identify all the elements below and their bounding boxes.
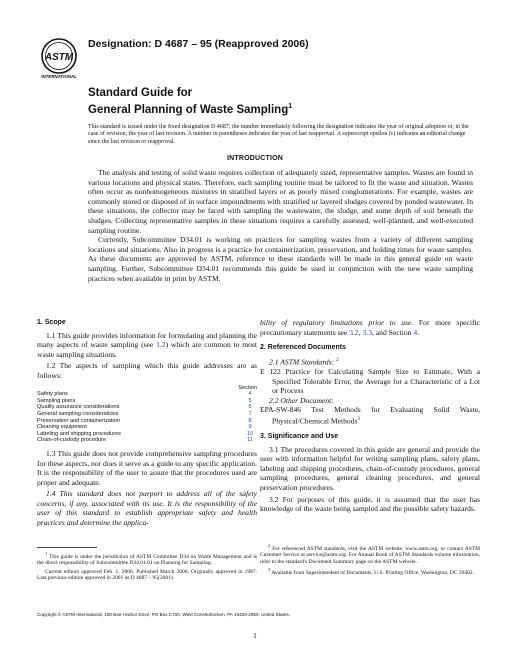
footnote-1-edition: Current edition approved Feb. 1, 2006. Published March 2006. Originally approved in 1987. Last previous edition approved in 2001 as D 4687 – 95(2001). xyxy=(37,568,257,582)
footnote-1: $^1$ This guide is under the jurisdiction of ASTM Committee D34 on Waste Management and is the direct responsibility of Subcommittee D34.01.01 on Planning for Sampling. xyxy=(37,551,257,567)
footnotes-left xyxy=(37,547,257,584)
reference-epa: EPA-SW-846 Test Methods for Evaluating Solid Waste, Physical/Chemical Methods$^3$ xyxy=(260,405,480,426)
page-number: 1 xyxy=(253,631,257,640)
paragraph-3-2: 3.2 For purposes of this guide, it is assumed that the user has knowledge of the waste being sampled and the possible safety hazards. xyxy=(260,494,480,514)
toc-row: Labeling and shipping procedures 10 xyxy=(37,431,257,438)
toc-row: Chain-of-custody procedure 11 xyxy=(37,437,257,444)
footnotes-right xyxy=(260,543,480,579)
svg-text:INTERNATIONAL: INTERNATIONAL xyxy=(41,74,77,79)
section-heading-scope: 1. Scope xyxy=(37,319,66,326)
section-link[interactable]: 10 xyxy=(246,430,254,437)
reference-e122: E 122 Practice for Calculating Sample Size to Estimate, With a Specified Tolerable Error, the Average for a Characteristic of a Lot or Process xyxy=(260,366,480,396)
section-column-header: Section xyxy=(238,384,257,391)
other-document-label: 2.2 Other Document: xyxy=(269,395,334,405)
section-heading-referenced-documents: 2. Referenced Documents xyxy=(260,344,346,352)
toc-row: Safety plans 4 xyxy=(37,391,257,398)
paragraph-1-4: 1.4 This standard does not purport to address all of the safety concerns, if any, associated with its use. It is the responsibility of the user of this standard to establish appropriate safety and health practices and determine the applica- xyxy=(37,489,257,528)
section-link[interactable]: 7 xyxy=(248,410,252,417)
section-link[interactable]: 3.3 xyxy=(362,327,372,337)
toc-row: Preservation and containerization 8 xyxy=(37,418,257,425)
title-prefix: Standard Guide for xyxy=(88,87,193,99)
section-link[interactable]: 11 xyxy=(247,437,253,444)
introduction-paragraph: The analysis and testing of solid waste requires collection of adequately sized, representative samples. Wastes are found in various locations and physical states. Therefore, each sampling routine must be tailored to fit the waste and situation. Wastes often occur as nonhomogeneous mixtures in stratified layers or as poorly mixed conglomerations. For example, wastes are commonly stored or disposed of in surface impoundments with stratified or layered sludges covered by ponded wastewater. In these situations, the collector may be faced with sampling the wastewater, the sludge, and some depth of soil beneath the sludges. Collecting representative samples in these situations requires a carefully assessed, well-planned, and well-executed sampling routine. xyxy=(88,168,473,235)
astm-standards-label: 2.1 ASTM Standards: $^2$ xyxy=(269,357,339,367)
left-column xyxy=(37,318,257,530)
footnote-divider xyxy=(37,547,97,548)
footnote-3: $^3$ Available from Superintendent of Documents, U.S. Printing Office, Washington, DC 20402. xyxy=(268,567,475,577)
paragraph-1-1: 1.1 This guide provides information for formulating and planning the many aspects of waste sampling (see 1.2) which are common to most waste sampling situations. xyxy=(37,330,258,359)
section-link[interactable]: 8 xyxy=(248,417,252,424)
designation: Designation: D 4687 – 95 (Reapproved 2006) xyxy=(88,38,309,50)
introduction-body xyxy=(88,168,473,283)
paragraph-1-3: 1.3 This guide does not provide comprehensive sampling procedures for these aspects, nor does it serve as a guide to any specific application. It is the responsibility of the user to assure that the procedures used are proper and adequate. xyxy=(37,448,257,487)
section-link[interactable]: 6 xyxy=(248,404,252,411)
toc-row: Quality assurance considerations 6 xyxy=(37,404,257,411)
section-link[interactable]: 4 xyxy=(413,327,418,337)
astm-logo xyxy=(37,36,81,80)
toc-row: Cleaning equipment 9 xyxy=(37,424,257,431)
document-title: General Planning of Waste Sampling$^1$ xyxy=(88,103,293,116)
section-link[interactable]: 1.2 xyxy=(156,340,166,350)
right-column xyxy=(260,318,480,516)
toc-row: General sampling considerations 7 xyxy=(37,411,257,418)
section-heading-significance: 3. Significance and Use xyxy=(260,433,339,440)
section-link[interactable]: 4 xyxy=(248,391,252,398)
footnote-2: $^2$ For referenced ASTM standards, visit the ASTM website, www.astm.org, or contact ASTM Customer Service at service@astm.org. For Annual Book of ASTM Standards volume information, refer to the standard's Document Summary page on the ASTM website. xyxy=(260,543,481,565)
svg-text:ASTM: ASTM xyxy=(44,52,74,63)
paragraph-3-1: 3.1 The procedures covered in this guide are general and provide the user with information helpful for writing sampling plans, safety plans, labeling and shipping procedures, chain-of-custody procedures, general sampling procedures, general cleaning procedures, and general preservation procedures. xyxy=(260,444,480,492)
introduction-heading: INTRODUCTION xyxy=(226,155,284,162)
toc-row: Sampling plans 5 xyxy=(37,398,257,405)
section-table xyxy=(37,385,257,444)
standard-issue-note: This standard is issued under the fixed designation D 4687; the number immediately following the designation indicates the year of original adoption or, in the case of revision, the year of last revision. A number in parentheses indicates the year of last reapproval. A superscript epsilon (ε) indicates an editorial change since the last revision or reapproval. xyxy=(88,124,469,145)
copyright-line: Copyright © ASTM International, 100 Barr Harbor Drive, PO Box C700, West Conshohocken, PA 19428-2959, United States. xyxy=(37,612,290,617)
introduction-paragraph: Currently, Subcommittee D34.01 is working on practices for sampling wastes from a variety of different sampling locations and situations. Also in progress is a practice for containerization, preservation, and holding times for waste samples. As these documents are approved by ASTM, reference to these standards will be made in this general guide on waste sampling. Further, Subcommittee D34.01 recommends this guide be used in conjunction with the new waste sampling practices when available in print by ASTM. xyxy=(88,235,473,283)
section-link[interactable]: 3.2 xyxy=(349,327,359,337)
section-link[interactable]: 9 xyxy=(248,424,252,431)
paragraph-1-4-continued: bility of regulatory limitations prior to use. For more specific precautionary statements see 3.2, 3.3, and Section 4. xyxy=(260,318,480,337)
paragraph-1-2: 1.2 The aspects of sampling which this guide addresses are as follows: xyxy=(37,361,257,380)
title-block xyxy=(88,86,292,117)
section-link[interactable]: 5 xyxy=(248,397,252,404)
